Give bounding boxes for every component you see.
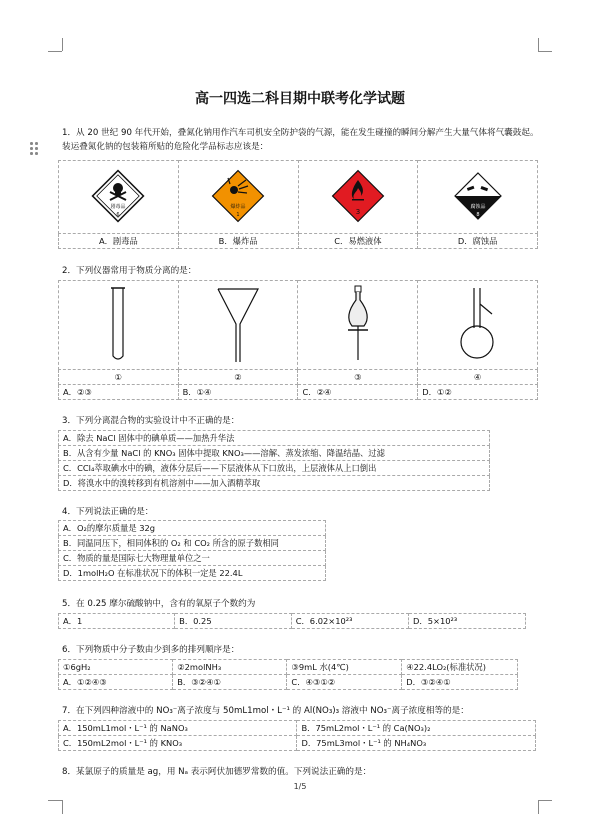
q1-option-c[interactable]: C．易燃液体 (298, 234, 418, 249)
crop-mark (538, 800, 539, 814)
q6-option-c[interactable]: C．④③①② (287, 675, 402, 690)
q7-option-a[interactable]: A．150mL1mol・L⁻¹ 的 NaNO₃ (59, 721, 297, 736)
crop-mark (48, 51, 62, 52)
toxic-sign (59, 161, 179, 234)
crop-mark (48, 800, 62, 801)
q4-table (58, 520, 326, 581)
q3-option-b[interactable]: B．从含有少量 NaCl 的 KNO₃ 固体中提取 KNO₃——溶解、蒸发浓缩、降温结晶、过滤 (59, 446, 490, 461)
question-2: 2．下列仪器常用于物质分离的是： (62, 266, 197, 276)
q1-option-a[interactable]: A．剧毒品 (59, 234, 179, 249)
q2-option-b[interactable]: B．①④ (178, 385, 298, 400)
corrosive-sign (418, 161, 538, 234)
q5-table (58, 613, 526, 629)
q6-option-b[interactable]: B．③②④① (173, 675, 287, 690)
q6-item-2: ②2molNH₃ (173, 660, 287, 675)
q4-option-a[interactable]: A．O₂的摩尔质量是 32g (59, 521, 326, 536)
page-title: 高一四选二科目期中联考化学试题 (195, 91, 405, 107)
page-number: 1/5 (293, 782, 307, 791)
q3-option-a[interactable]: A．除去 NaCl 固体中的碘单质——加热升华法 (59, 431, 490, 446)
question-1: 1．从 20 世纪 90 年代开始，叠氮化钠用作汽车司机安全防护袋的气源，能在发生碰撞的瞬间分解产生大量气体将气囊鼓起。装运叠氮化钠的包装箱所贴的危险化学品标志应该是： (62, 128, 539, 152)
funnel-drawing (178, 281, 298, 370)
question-6: 6．下列物质中分子数由少到多的排列顺序是： (62, 645, 240, 655)
q5-option-a[interactable]: A．1 (59, 614, 175, 629)
crop-mark (538, 800, 552, 801)
separatory-funnel-drawing (298, 281, 418, 370)
apparatus-label-4: ④ (418, 370, 538, 385)
toxic-sign-num: 6 (116, 212, 120, 218)
corrosive-sign-num: 8 (476, 212, 480, 218)
apparatus-label-3: ③ (298, 370, 418, 385)
q3-table (58, 430, 490, 491)
question-5: 5．在 0.25 摩尔硫酸钠中，含有的氧原子个数约为 (62, 599, 256, 609)
crop-mark (62, 800, 63, 814)
distillation-flask-drawing (418, 281, 538, 370)
crop-mark (62, 38, 63, 51)
apparatus-label-1: ① (59, 370, 179, 385)
q4-option-b[interactable]: B．同温同压下，相同体积的 O₂ 和 CO₂ 所含的原子数相同 (59, 536, 326, 551)
explosive-sign-num: 1 (236, 212, 240, 218)
question-3: 3．下列分离混合物的实验设计中不正确的是： (62, 416, 240, 426)
question-7: 7．在下列四种溶液中的 NO₃⁻离子浓度与 50mL1mol・L⁻¹ 的 Al(NO₃)₃ 溶液中 NO₃⁻离子浓度相等的是： (62, 706, 469, 716)
q2-option-d[interactable]: D．①② (418, 385, 538, 400)
question-8: 8．某氯原子的质量是 ag，用 Nₐ 表示阿伏加德罗常数的值。下列说法正确的是： (62, 767, 372, 777)
q5-option-c[interactable]: C．6.02×10²³ (291, 614, 408, 629)
q7-option-b[interactable]: B．75mL2mol・L⁻¹ 的 Ca(NO₃)₂ (297, 721, 536, 736)
drag-handle-icon[interactable] (30, 142, 38, 156)
toxic-sign-label: 剧毒品 (110, 204, 126, 210)
apparatus-label-2: ② (178, 370, 298, 385)
q4-option-c[interactable]: C．物质的量是国际七大物理量单位之一 (59, 551, 326, 566)
q3-option-c[interactable]: C．CCl₄萃取碘水中的碘，液体分层后——下层液体从下口放出，上层液体从上口倒出 (59, 461, 490, 476)
q2-table (58, 280, 538, 400)
q7-table (58, 720, 536, 751)
q4-option-d[interactable]: D．1molH₂O 在标准状况下的体积一定是 22.4L (59, 566, 326, 581)
q5-option-d[interactable]: D．5×10²³ (409, 614, 526, 629)
explosive-sign-label: 爆炸品 (230, 204, 246, 210)
q1-option-d[interactable]: D．腐蚀品 (418, 234, 538, 249)
corrosive-sign-label: 腐蚀品 (470, 204, 486, 210)
q6-item-4: ④22.4LO₂(标准状况) (402, 660, 518, 675)
flammable-sign-num: 3 (355, 208, 361, 216)
q1-table (58, 160, 538, 249)
q6-option-d[interactable]: D．③②④① (402, 675, 518, 690)
q6-item-3: ③9mL 水(4℃) (287, 660, 402, 675)
q1-option-b[interactable]: B．爆炸品 (178, 234, 298, 249)
q2-option-c[interactable]: C．②④ (298, 385, 418, 400)
q6-table (58, 659, 518, 690)
test-tube-drawing (59, 281, 179, 370)
q3-option-d[interactable]: D．将溴水中的溴转移到有机溶剂中——加入酒精萃取 (59, 476, 490, 491)
flammable-sign (298, 161, 418, 234)
explosive-sign (178, 161, 298, 234)
q7-option-d[interactable]: D．75mL3mol・L⁻¹ 的 NH₄NO₃ (297, 736, 536, 751)
q6-item-1: ①6gH₂ (59, 660, 173, 675)
q6-option-a[interactable]: A．①②④③ (59, 675, 173, 690)
crop-mark (538, 51, 552, 52)
question-4: 4．下列说法正确的是： (62, 507, 154, 517)
q7-option-c[interactable]: C．150mL2mol・L⁻¹ 的 KNO₃ (59, 736, 297, 751)
q5-option-b[interactable]: B．0.25 (175, 614, 292, 629)
q2-option-a[interactable]: A．②③ (59, 385, 179, 400)
crop-mark (538, 38, 539, 51)
